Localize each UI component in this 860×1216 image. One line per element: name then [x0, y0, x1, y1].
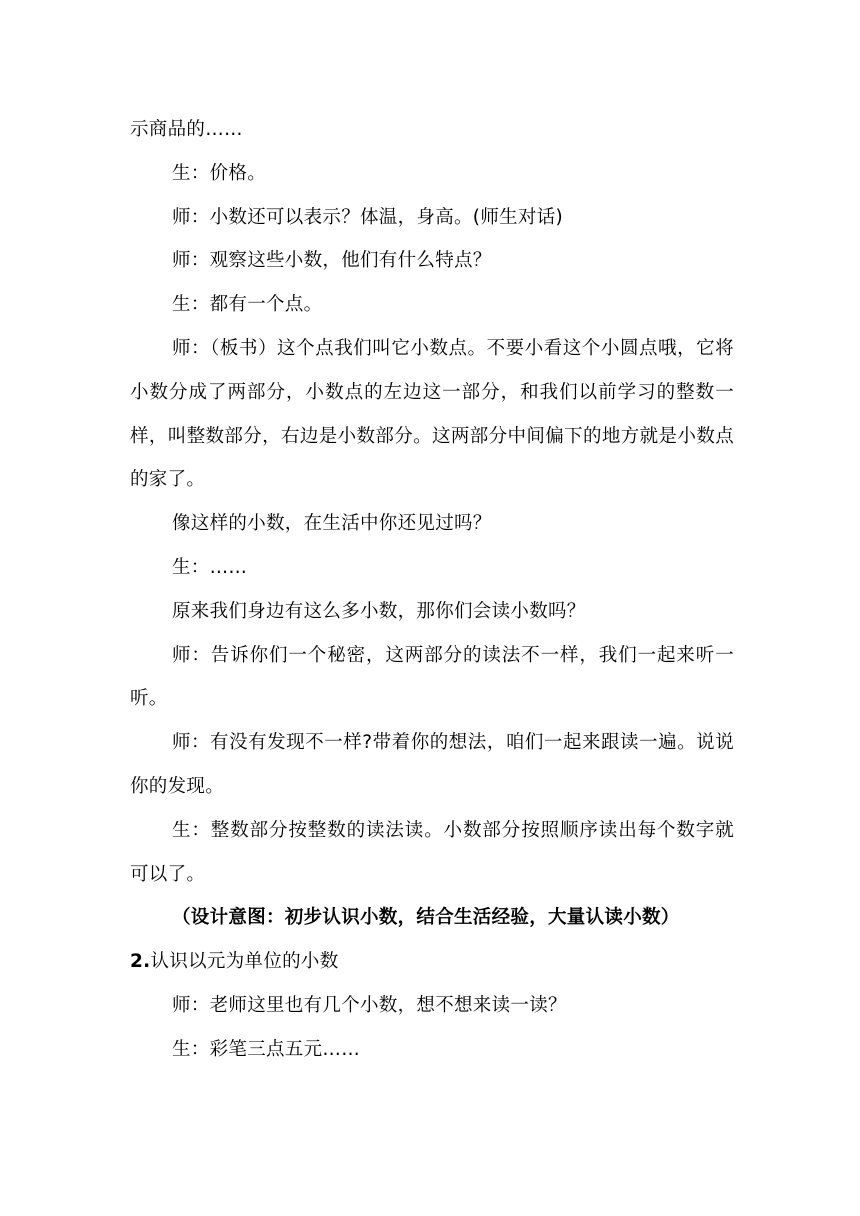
dialogue-teacher-decimal-usage: 师：小数还可以表示？体温，身高。(师生对话) — [172, 206, 564, 228]
dialogue-student-reading-rule: 生：整数部分按整数的读法读。小数部分按照顺序读出每个数字就可以了。 — [130, 819, 734, 885]
paragraph-continuation: 示商品的…… — [130, 119, 243, 140]
section-heading — [130, 940, 734, 984]
dialogue-teacher-decimal-point: 师：（板书）这个点我们叫它小数点。不要小看这个小圆点哦，它将小数分成了两部分，小数点的左边这一部分，和我们以前学习的整数一样，叫整数部分，右边是小数部分。这两部分中间偏下的地方就是小数点的家了。 — [130, 337, 734, 491]
dialogue-teacher-read-these: 师：老师这里也有几个小数，想不想来读一读？ — [172, 994, 567, 1016]
dialogue-teacher-secret: 师：告诉你们一个秘密，这两部分的读法不一样，我们一起来听一听。 — [130, 644, 734, 710]
paragraph-can-read-decimals: 原来我们身边有这么多小数，那你们会读小数吗？ — [172, 600, 586, 622]
dialogue-student-crayon-price: 生：彩笔三点五元…… — [172, 1038, 361, 1060]
dialogue-teacher-follow-read: 师：有没有发现不一样?带着你的想法，咱们一起来跟读一遍。说说你的发现。 — [130, 732, 734, 797]
section-number: 2. — [130, 951, 151, 973]
dialogue-student-price: 生：价格。 — [172, 162, 267, 184]
dialogue-student-ellipsis: 生：…… — [172, 556, 248, 578]
dialogue-teacher-observe: 师：观察这些小数，他们有什么特点？ — [172, 250, 492, 272]
document-body — [130, 108, 734, 1072]
paragraph-seen-in-life: 像这样的小数，在生活中你还见过吗？ — [172, 513, 492, 535]
design-intent-note: （设计意图：初步认识小数，结合生活经验，大量认读小数） — [172, 907, 680, 929]
section-title: 认识以元为单位的小数 — [150, 951, 339, 973]
dialogue-student-point: 生：都有一个点。 — [172, 294, 323, 316]
